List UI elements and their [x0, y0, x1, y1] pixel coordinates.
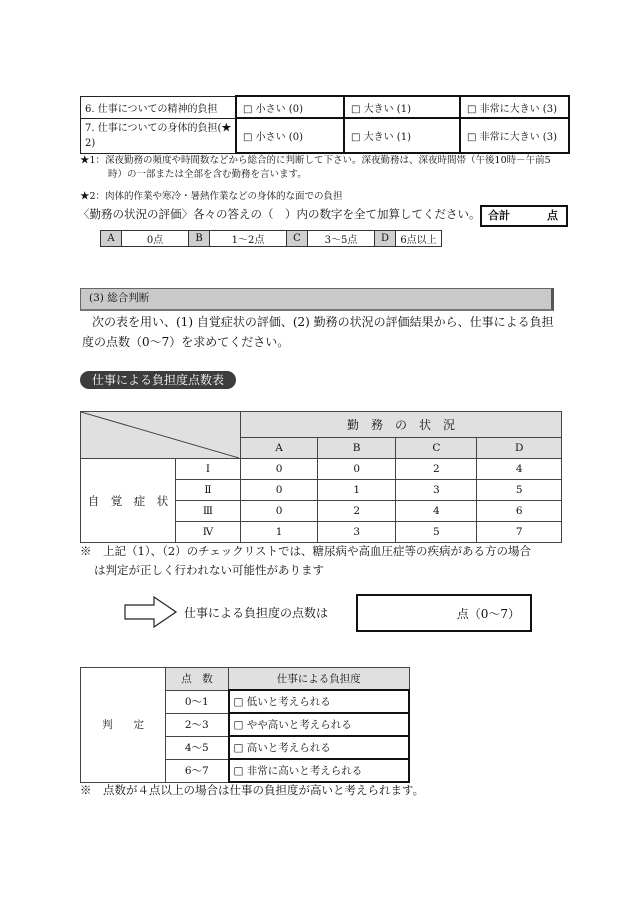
- right-arrow-icon: [124, 596, 178, 628]
- option-large[interactable]: □ 大きい (1): [344, 96, 460, 118]
- note-star1-line1: ★1：深夜勤務の頻度や時間数などから総合的に判断して下さい。深夜勤務は、深夜時間帯（午後10時－午前5: [80, 155, 551, 166]
- level-option-low[interactable]: □ 低いと考えられる: [229, 690, 410, 713]
- legend-points-c: 3〜5点: [308, 231, 375, 247]
- caution-line1: ※ 上記（1）、（2）のチェックリストでは、糖尿病や高血圧症等の疾病がある方の場合: [80, 544, 532, 558]
- row-label-3: Ⅲ: [176, 501, 241, 522]
- score-cell: 0: [241, 459, 318, 480]
- score-cell: 0: [318, 459, 396, 480]
- question-physical-load-line2: 2): [85, 137, 96, 149]
- table-row: [81, 118, 570, 153]
- table-row: [81, 96, 570, 118]
- level-option-slightly-high[interactable]: □ やや高いと考えられる: [229, 713, 410, 736]
- option-very-large[interactable]: □ 非常に大きい (3): [460, 118, 569, 153]
- footer-note: ※ 点数が４点以上の場合は仕事の負担度が高いと考えられます。: [80, 783, 425, 797]
- diagonal-line: [81, 412, 239, 458]
- row-label-1: Ⅰ: [176, 459, 241, 480]
- diagonal-header-cell: [81, 412, 241, 459]
- instructions-line1: 次の表を用い、(1) 自覚症状の評価、(2) 勤務の状況の評価結果から、仕事による負担: [92, 315, 554, 329]
- legend-grade-d: D: [375, 231, 396, 247]
- work-status-header: 勤 務 の 状 況: [241, 412, 562, 438]
- option-small[interactable]: □ 小さい (0): [236, 96, 344, 118]
- score-cell: 2: [396, 459, 477, 480]
- score-cell: 5: [396, 522, 477, 543]
- total-score-box[interactable]: [480, 205, 568, 227]
- score-cell: 0: [241, 501, 318, 522]
- result-score-box[interactable]: [356, 594, 532, 632]
- level-option-very-high[interactable]: □ 非常に高いと考えられる: [229, 759, 410, 782]
- question-physical-load-line1: 7. 仕事についての身体的負担(★: [85, 122, 232, 134]
- score-cell: 2: [318, 501, 396, 522]
- note-star1: [80, 154, 570, 182]
- range-6-7: 6〜7: [166, 759, 229, 782]
- legend-grade-a: A: [101, 231, 122, 247]
- score-cell: 1: [318, 480, 396, 501]
- score-cell: 4: [477, 459, 562, 480]
- question-physical-load: [81, 118, 237, 153]
- question-mental-load: 6. 仕事についての精神的負担: [81, 96, 237, 118]
- score-cell: 0: [241, 480, 318, 501]
- legend-grade-b: B: [189, 231, 210, 247]
- section-3-instructions: [82, 312, 562, 352]
- score-cell: 1: [241, 522, 318, 543]
- range-2-3: 2〜3: [166, 713, 229, 736]
- range-0-1: 0〜1: [166, 690, 229, 713]
- score-table-wrapper: [80, 411, 562, 543]
- column-header-d: D: [477, 437, 562, 458]
- legend-points-d: 6点以上: [396, 231, 442, 247]
- score-cell: 3: [318, 522, 396, 543]
- workload-checklist-table: [80, 95, 570, 154]
- caution-line2: は判定が正しく行われない可能性があります: [94, 563, 324, 577]
- judgment-table: [80, 667, 410, 783]
- result-label: 仕事による負担度の点数は: [184, 606, 329, 620]
- row-label-2: Ⅱ: [176, 480, 241, 501]
- subjective-symptoms-label: 自 覚 症 状: [81, 459, 176, 543]
- burden-level-column-header: 仕事による負担度: [229, 668, 410, 691]
- score-cell: 4: [396, 501, 477, 522]
- judgment-label: 判 定: [81, 668, 166, 783]
- total-unit: 点: [547, 209, 558, 222]
- evaluation-legend: [100, 230, 442, 247]
- score-cell: 3: [396, 480, 477, 501]
- instructions-line2: 度の点数（0〜7）を求めてください。: [82, 335, 290, 349]
- legend-grade-c: C: [287, 231, 308, 247]
- column-header-a: A: [241, 437, 318, 458]
- score-cell: 6: [477, 501, 562, 522]
- score-cell: 5: [477, 480, 562, 501]
- result-unit: 点（0〜7）: [456, 607, 520, 621]
- column-header-c: C: [396, 437, 477, 458]
- score-table-badge: 仕事による負担度点数表: [80, 371, 236, 389]
- table-row: [81, 412, 562, 438]
- note-star2: ★2：肉体的作業や寒冷・暑熱作業などの身体的な面での負担: [80, 191, 343, 202]
- row-label-4: Ⅳ: [176, 522, 241, 543]
- option-large[interactable]: □ 大きい (1): [344, 118, 460, 153]
- legend-points-b: 1〜2点: [210, 231, 287, 247]
- table-row: [81, 668, 410, 691]
- option-very-large[interactable]: □ 非常に大きい (3): [460, 96, 569, 118]
- points-column-header: 点 数: [166, 668, 229, 691]
- score-table: [80, 411, 562, 543]
- caution-note: [80, 542, 570, 580]
- total-label: 合計: [488, 209, 510, 222]
- column-header-b: B: [318, 437, 396, 458]
- level-option-high[interactable]: □ 高いと考えられる: [229, 736, 410, 759]
- option-small[interactable]: □ 小さい (0): [236, 118, 344, 153]
- score-cell: 7: [477, 522, 562, 543]
- note-star1-line2: 時）の一部または全部を含む勤務を言います。: [108, 169, 307, 180]
- range-4-5: 4〜5: [166, 736, 229, 759]
- table-row: [81, 459, 562, 480]
- legend-points-a: 0点: [122, 231, 189, 247]
- section-3-heading: (3) 総合判断: [80, 288, 554, 311]
- table-row: [101, 231, 442, 247]
- evaluation-heading: 〈勤務の状況の評価〉各々の答えの（ ）内の数字を全て加算してください。: [78, 207, 481, 221]
